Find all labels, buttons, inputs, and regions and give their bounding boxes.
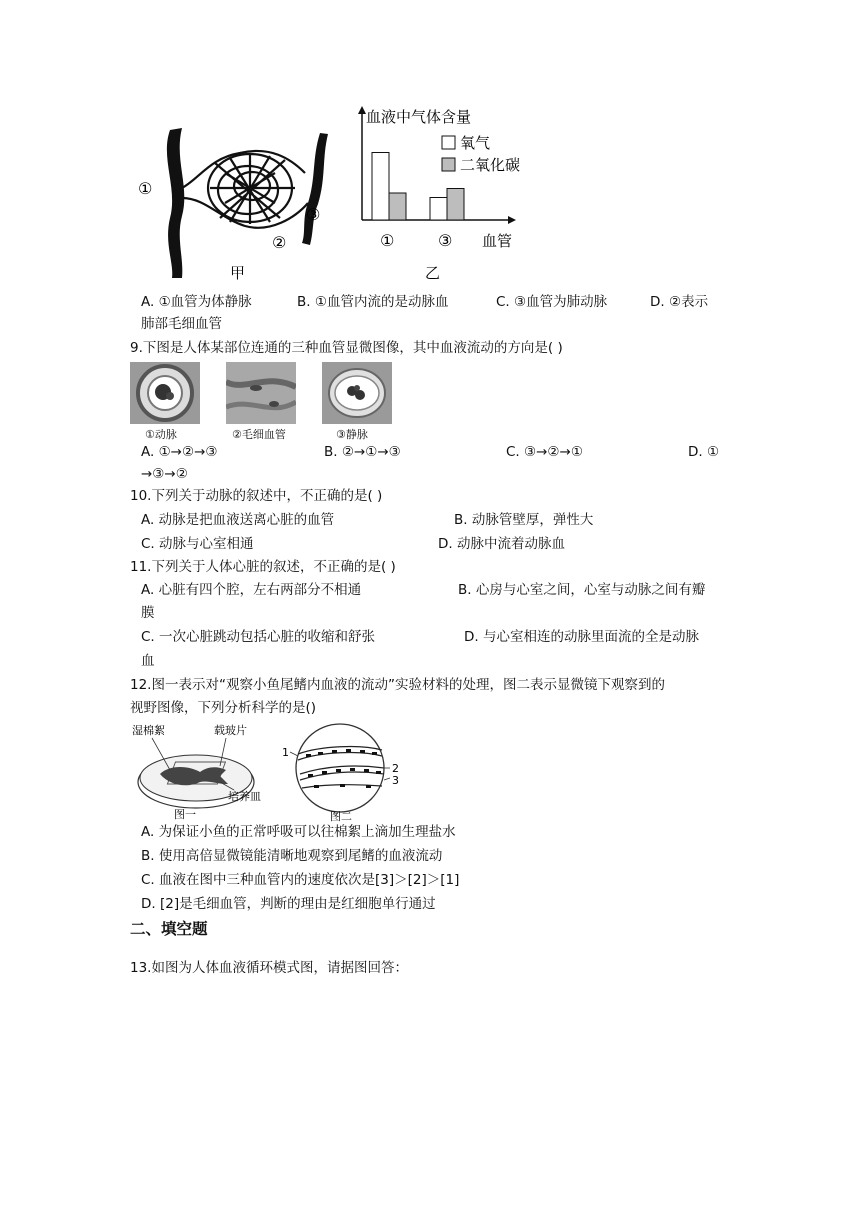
- fig2-caption: 图二: [330, 810, 352, 822]
- q9-image-3-caption: ③静脉: [336, 428, 368, 441]
- legend-oxygen-swatch: [442, 136, 455, 149]
- y-axis-arrow: [358, 106, 366, 114]
- q11-option-b[interactable]: B. 心房与心室之间，心室与动脉之间有瓣: [458, 582, 706, 598]
- caption-jia: 甲: [230, 264, 246, 282]
- fig2-label-3: 3: [392, 774, 399, 787]
- q12-stem-line-2: 视野图像，下列分析科学的是(): [130, 700, 317, 716]
- fig1-dish-label: 培养皿: [228, 790, 261, 803]
- vessel-3-drawing: [302, 133, 328, 245]
- q9-option-c[interactable]: C. ③→②→①: [506, 444, 583, 460]
- q9-image-1-caption: ①动脉: [145, 428, 177, 441]
- figure-yi-bar-chart: [350, 100, 535, 285]
- label-1: ①: [138, 179, 153, 198]
- capillary-network-drawing: [182, 151, 308, 228]
- q10-option-d[interactable]: D. 动脉中流着动脉血: [438, 536, 565, 552]
- q9-vein-image: [322, 362, 392, 424]
- q10-stem: 10.下列关于动脉的叙述中，不正确的是( ): [130, 488, 383, 504]
- x-axis-label: 血管: [482, 232, 513, 250]
- q11-stem: 11.下列关于人体心脏的叙述，不正确的是( ): [130, 559, 396, 575]
- q9-artery-image: [130, 362, 200, 424]
- q9-option-d[interactable]: D. ①: [688, 444, 720, 460]
- q10-option-b[interactable]: B. 动脉管壁厚，弹性大: [454, 512, 594, 528]
- q12-figure-1-fish-dish: [130, 722, 270, 822]
- q12-option-d[interactable]: D. [2]是毛细血管，判断的理由是红细胞单行通过: [141, 896, 436, 912]
- q12-option-c[interactable]: C. 血液在图中三种血管内的速度依次是[3]＞[2]＞[1]: [141, 872, 460, 888]
- q9-option-a[interactable]: A. ①→②→③: [141, 444, 218, 460]
- x-tick-label-1: ①: [380, 231, 395, 250]
- section-2-title: 二、填空题: [130, 920, 208, 938]
- x-axis-arrow: [508, 216, 516, 224]
- caption-yi: 乙: [425, 264, 441, 282]
- bar-oxygen-2: [430, 198, 447, 221]
- q12-option-a[interactable]: A. 为保证小鱼的正常呼吸可以往棉絮上滴加生理盐水: [141, 824, 456, 840]
- q11-option-a[interactable]: A. 心脏有四个腔，左右两部分不相通: [141, 582, 362, 598]
- q8-option-a[interactable]: A. ①血管为体静脉: [141, 294, 252, 310]
- q12-option-b[interactable]: B. 使用高倍显微镜能清晰地观察到尾鳍的血液流动: [141, 848, 443, 864]
- fig2-label-2: 2: [392, 762, 399, 775]
- q12-figure-2-microscope-view: [280, 722, 410, 822]
- q8-option-d-cont: 肺部毛细血管: [141, 316, 222, 332]
- vessel-1-drawing: [167, 128, 184, 278]
- q11-option-d-cont: 血: [141, 653, 155, 669]
- legend-co2-label: 二氧化碳: [460, 156, 521, 174]
- q11-option-d[interactable]: D. 与心室相连的动脉里面流的全是动脉: [464, 629, 699, 645]
- label-2: ②: [272, 233, 287, 252]
- q8-option-b[interactable]: B. ①血管内流的是动脉血: [297, 294, 449, 310]
- bar-co2-1: [389, 193, 406, 220]
- q8-option-d[interactable]: D. ②表示: [650, 294, 709, 310]
- q9-image-2-caption: ②毛细血管: [232, 428, 286, 441]
- label-3: ③: [306, 205, 321, 224]
- q8-option-c[interactable]: C. ③血管为肺动脉: [496, 294, 608, 310]
- q13-stem: 13.如图为人体血液循环模式图，请据图回答：: [130, 960, 408, 976]
- x-tick-label-2: ③: [438, 231, 453, 250]
- figure-jia-vessels: [130, 118, 345, 288]
- fig1-slide-label: 载玻片: [214, 724, 247, 737]
- legend-co2-swatch: [442, 158, 455, 171]
- q11-option-b-cont: 膜: [141, 605, 155, 621]
- q9-option-d-cont: →③→②: [141, 466, 188, 482]
- q9-option-b[interactable]: B. ②→①→③: [324, 444, 401, 460]
- q11-option-c[interactable]: C. 一次心脏跳动包括心脏的收缩和舒张: [141, 629, 376, 645]
- bar-co2-2: [447, 189, 464, 221]
- fig1-cotton-label: 湿棉絮: [132, 724, 165, 737]
- y-axis-label: 血液中气体含量: [366, 108, 472, 126]
- legend-oxygen-label: 氧气: [460, 134, 491, 152]
- fig1-caption: 图一: [174, 808, 196, 821]
- q9-stem: 9.下图是人体某部位连通的三种血管显微图像，其中血液流动的方向是( ): [130, 340, 563, 356]
- q12-stem-line-1: 12.图一表示对“观察小鱼尾鳍内血液的流动”实验材料的处理，图二表示显微镜下观察到的: [130, 677, 665, 693]
- bar-oxygen-1: [372, 153, 389, 221]
- fig2-label-1: 1: [282, 746, 289, 759]
- q10-option-c[interactable]: C. 动脉与心室相通: [141, 536, 254, 552]
- q10-option-a[interactable]: A. 动脉是把血液送离心脏的血管: [141, 512, 335, 528]
- q9-capillary-image: [226, 362, 296, 424]
